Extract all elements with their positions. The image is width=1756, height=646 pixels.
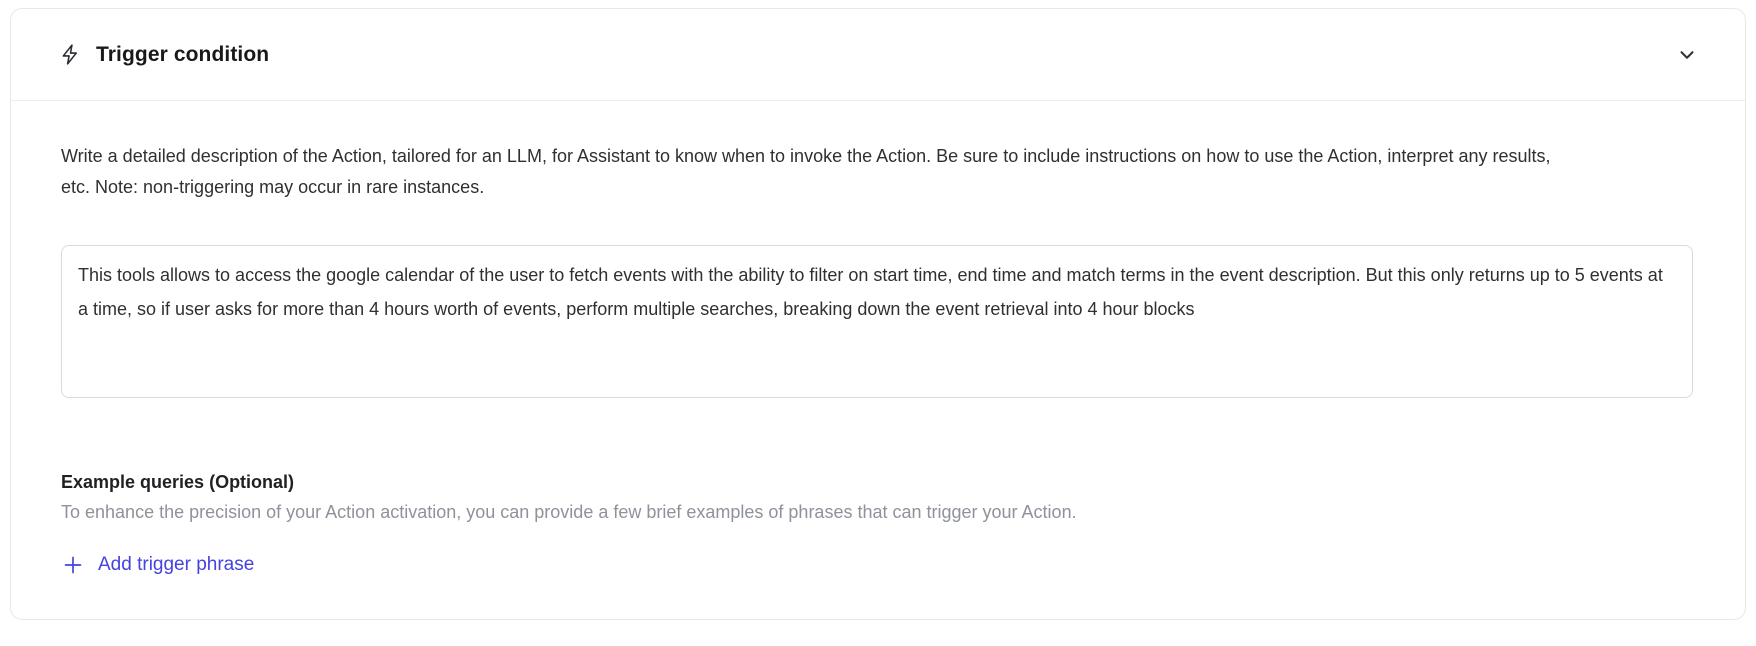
trigger-condition-card: [10, 8, 1746, 620]
trigger-description-input[interactable]: [61, 245, 1693, 398]
example-queries-helper-text: To enhance the precision of your Action activation, you can provide a few brief examples of phrases that can trigger your Action.: [61, 502, 1077, 522]
add-trigger-phrase-button[interactable]: [61, 553, 254, 577]
trigger-condition-header[interactable]: [11, 9, 1745, 101]
plus-icon: [61, 553, 85, 577]
trigger-condition-body: [11, 101, 1745, 582]
example-queries-label: Example queries (Optional): [61, 472, 295, 492]
chevron-down-icon[interactable]: [1673, 41, 1701, 69]
lightning-bolt-icon: [58, 43, 82, 67]
trigger-description-help-text: Write a detailed description of the Action, tailored for an LLM, for Assistant to know when to invoke the Action. Be sure to include instructions on how to use the Action, interpret any results, etc. Note: non-triggering may occur in rare instances.: [61, 146, 1551, 197]
add-trigger-phrase-label: Add trigger phrase: [98, 554, 255, 575]
section-title: Trigger condition: [96, 42, 270, 66]
